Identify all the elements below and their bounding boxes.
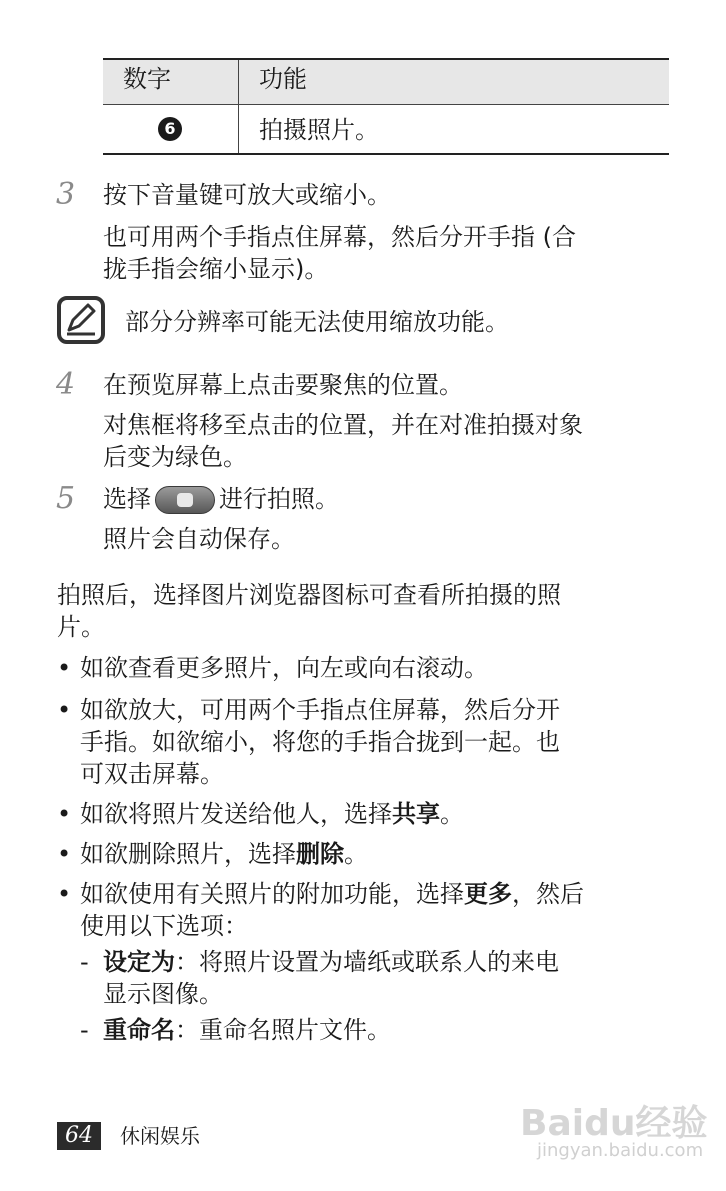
bullet-delete-text: 如欲删除照片，选择 — [80, 840, 296, 868]
step3-detail-line2: 拢手指会缩小显示)。 — [103, 255, 329, 283]
subitem-rename — [103, 1015, 391, 1045]
page-number: 64 — [57, 1122, 101, 1150]
table-header-rule — [103, 104, 669, 105]
circled-number-icon: 6 — [158, 117, 182, 141]
table-column-divider — [238, 60, 239, 153]
camera-shutter-icon — [155, 486, 215, 514]
subitem-set-as-line2: 显示图像。 — [103, 980, 223, 1008]
bullet-delete-period: 。 — [344, 840, 368, 868]
bullet-more-line2: 使用以下选项： — [80, 912, 248, 940]
bullet-share-text: 如欲将照片发送给他人，选择 — [80, 800, 392, 828]
step5-text-after: 进行拍照。 — [219, 485, 339, 513]
step4-instruction: 在预览屏幕上点击要聚焦的位置。 — [103, 371, 463, 399]
bullet-delete — [80, 839, 368, 869]
step-number-4: 4 — [56, 367, 76, 402]
bullet-share — [80, 799, 464, 829]
bullet-view-more: 如欲查看更多照片，向左或向右滚动。 — [80, 654, 488, 682]
baidu-watermark-logo: Baidu经验 — [520, 1103, 708, 1144]
delete-option-label: 删除 — [296, 840, 344, 868]
after-text-line2: 片。 — [57, 613, 105, 641]
table-cell-function: 拍摄照片。 — [259, 116, 379, 144]
step3-instruction: 按下音量键可放大或缩小。 — [103, 181, 391, 209]
bullet-zoom-line1: 如欲放大，可用两个手指点住屏幕，然后分开 — [80, 696, 560, 724]
set-as-description: ：将照片设置为墙纸或联系人的来电 — [175, 948, 559, 976]
bullet-zoom-line2: 手指。如欲缩小，将您的手指合拢到一起。也 — [80, 728, 560, 756]
more-option-label: 更多 — [464, 880, 512, 908]
rename-option-label: 重命名 — [103, 1016, 175, 1044]
set-as-option-label: 设定为 — [103, 948, 175, 976]
bullet-dot-icon: • — [57, 800, 72, 828]
subitem-set-as — [103, 947, 559, 977]
bullet-more-text: 如欲使用有关照片的附加功能，选择 — [80, 880, 464, 908]
bullet-zoom-line3: 可双击屏幕。 — [80, 760, 224, 788]
rename-description: ：重命名照片文件。 — [175, 1016, 391, 1044]
bullet-share-period: 。 — [440, 800, 464, 828]
share-option-label: 共享 — [392, 800, 440, 828]
step4-detail-line1: 对焦框将移至点击的位置，并在对准拍摄对象 — [103, 411, 583, 439]
step-number-3: 3 — [56, 177, 76, 212]
bullet-more-tail: ，然后 — [512, 880, 584, 908]
step3-detail-line1: 也可用两个手指点住屏幕，然后分开手指 (合 — [103, 223, 576, 251]
table-bottom-rule — [103, 153, 669, 155]
table-header-number: 数字 — [123, 65, 171, 93]
section-title: 休闲娱乐 — [120, 1124, 200, 1148]
step-number-5: 5 — [56, 481, 76, 516]
after-text-line1: 拍照后，选择图片浏览器图标可查看所拍摄的照 — [57, 581, 561, 609]
bullet-dot-icon: • — [57, 696, 72, 724]
dash-icon: - — [80, 948, 89, 976]
step5-text-before: 选择 — [103, 485, 151, 513]
table-header-row — [103, 60, 669, 104]
bullet-dot-icon: • — [57, 654, 72, 682]
step5-instruction — [103, 484, 339, 514]
table-header-function: 功能 — [259, 65, 307, 93]
dash-icon: - — [80, 1016, 89, 1044]
note-text: 部分分辨率可能无法使用缩放功能。 — [125, 308, 509, 336]
bullet-more — [80, 879, 584, 909]
step5-detail: 照片会自动保存。 — [103, 525, 295, 553]
bullet-dot-icon: • — [57, 840, 72, 868]
baidu-watermark-url: jingyan.baidu.com — [537, 1140, 704, 1161]
bullet-dot-icon: • — [57, 880, 72, 908]
note-icon — [57, 296, 105, 344]
step4-detail-line2: 后变为绿色。 — [103, 443, 247, 471]
